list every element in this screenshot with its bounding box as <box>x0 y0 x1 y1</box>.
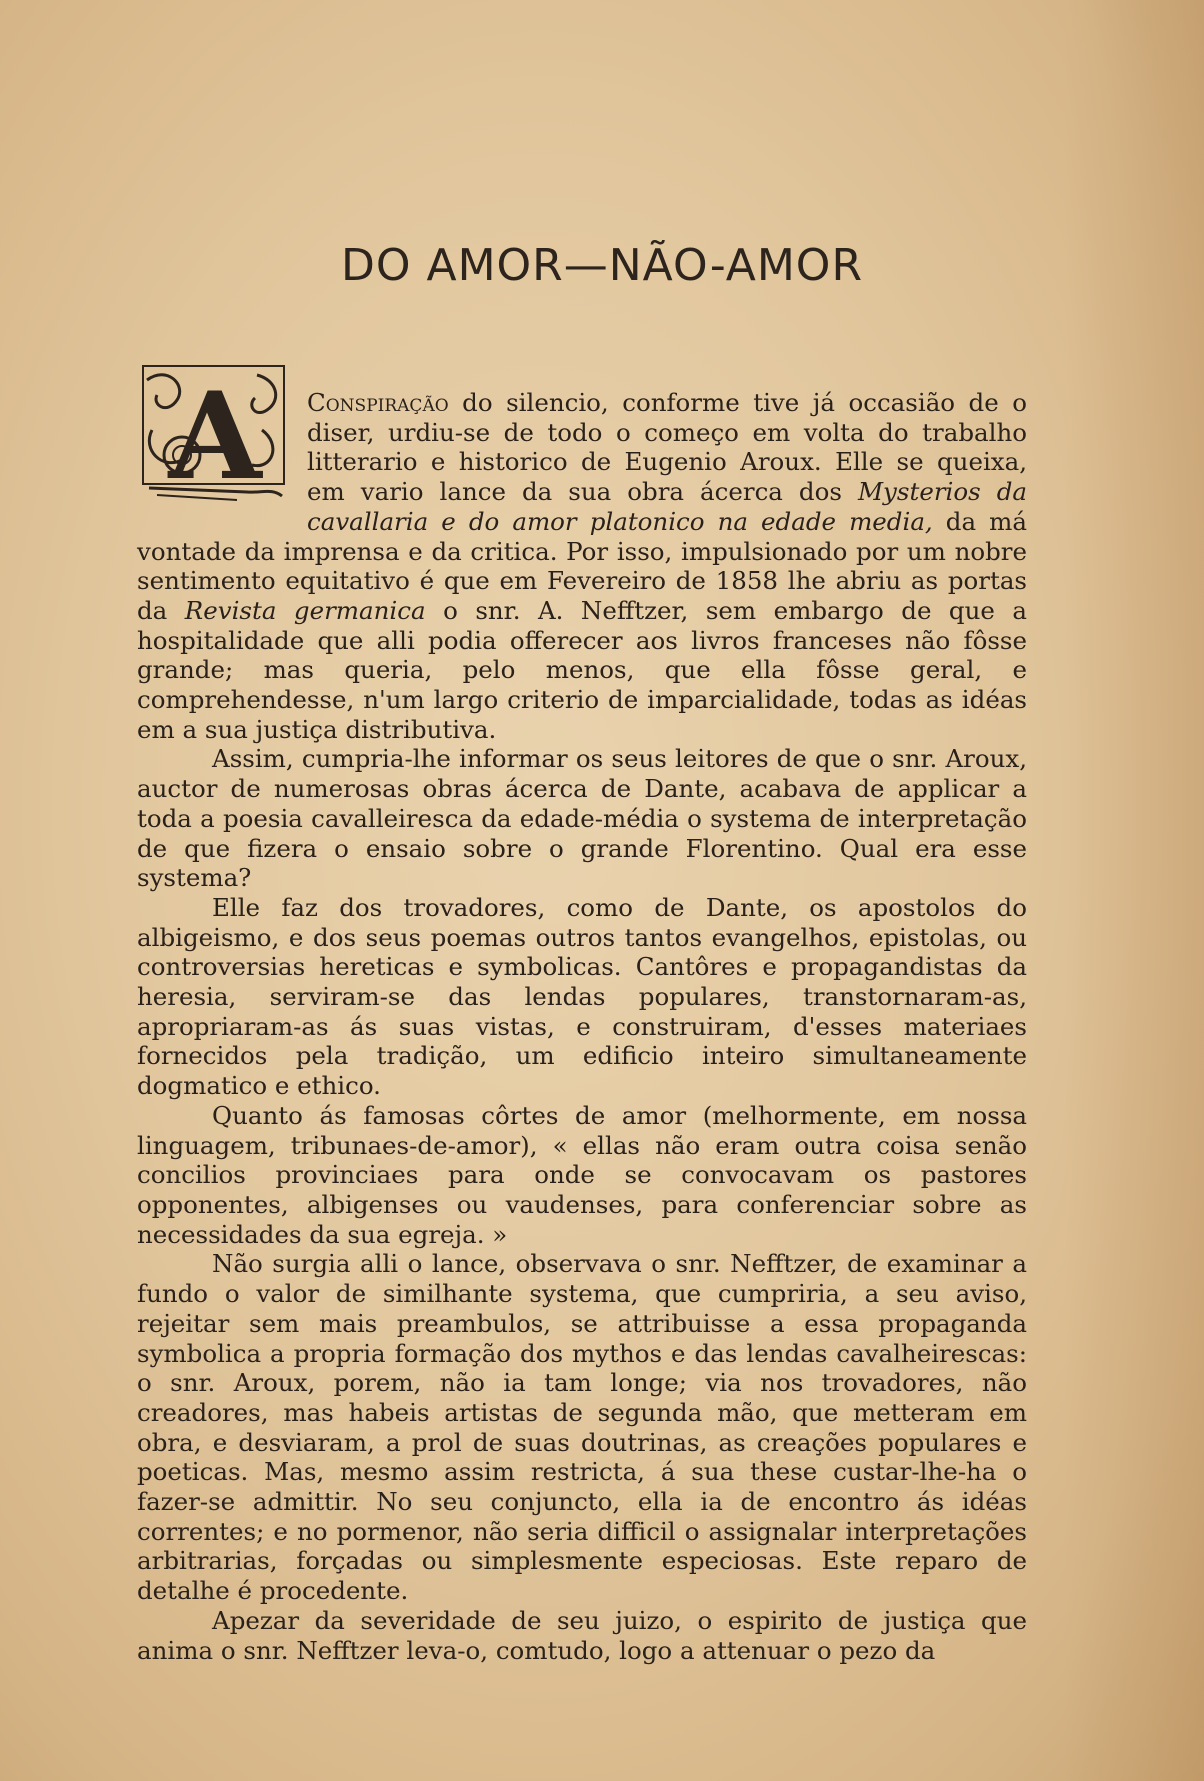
paragraph-5: Não surgia alli o lance, observava o snr. Nefftzer, de examinar a fundo o valor de similhante systema, que cumpriria, a seu aviso, rejeitar sem mais preambulos, se attribuisse a essa propaganda symbolica a propria formação dos mythos e das lendas cavalheirescas: o snr. Aroux, porem, não ia tam longe; via nos trovadores, não creadores, mas habeis artistas de segunda mão, que metteram em obra, e desviaram, a prol de suas doutrinas, as creações populares e poeticas. Mas, mesmo assim restricta, á sua these custar-lhe-ha o fazer-se admittir. No seu conjuncto, ella ia de encontro ás idéas correntes; e no pormenor, não seria difficil o assignalar interpretações arbitrarias, forçadas ou simplesmente especiosas. Este reparo de detalhe é procedente. <box>137 1249 1027 1606</box>
paragraph-6: Apezar da severidade de seu juizo, o espirito de justiça que anima o snr. Nefftzer leva-o, comtudo, logo a attenuar o pezo da <box>137 1605 1027 1665</box>
chapter-title: DO AMOR—NÃO-AMOR <box>340 240 864 291</box>
body-text <box>137 388 1027 1665</box>
dropcap-letter: A <box>168 366 262 507</box>
paragraph-3: Elle faz dos trovadores, como de Dante, os apostolos do albigeismo, e dos seus poemas outros tantos evangelhos, epistolas, ou controversias hereticas e symbolicas. Cantôres e propagandistas da heresia, serviram-se das lendas populares, transtornaram-as, apropriaram-as ás suas vistas, e construiram, d'esses materiaes fornecidos pela tradição, um edificio inteiro simultaneamente dogmatico e ethico. <box>137 892 1027 1101</box>
paragraph-4: Quanto ás famosas côrtes de amor (melhormente, em nossa linguagem, tribunaes-de-amor), « ellas não eram outra coisa senão concilios provinciaes para onde se convocavam os pastores opponentes, albigenses ou vaudenses, para conferenciar sobre as necessidades da sua egreja. » <box>137 1100 1027 1249</box>
paragraph-1: Conspiração do silencio, conforme tive já occasião de o diser, urdiu-se de todo o começo em volta do trabalho litterario e historico de Eugenio Aroux. Elle se queixa, em vario lance da sua obra ácerca dos Mysterios da cavallaria e do amor platonico na edade media, da má vontade da imprensa e da critica. Por isso, impulsionado por um nobre sentimento equitativo é que em Fevereiro de 1858 lhe abriu as portas da Revista germanica o snr. A. Nefftzer, sem embargo de que a hospitalidade que alli podia offerecer aos livros franceses não fôsse grande; mas queria, pelo menos, que ella fôsse geral, e comprehendesse, n'um largo criterio de imparcialidade, todas as idéas em a sua justiça distributiva. <box>137 388 1027 744</box>
first-word: Conspiração <box>307 388 449 417</box>
paragraph-2: Assim, cumpria-lhe informar os seus leitores de que o snr. Aroux, auctor de numerosas obras ácerca de Dante, acabava de applicar a toda a poesia cavalleiresca da edade-média o systema de interpretação de que fizera o ensaio sobre o grande Florentino. Qual era esse systema? <box>137 744 1027 893</box>
dropcap-spacer <box>137 388 307 508</box>
